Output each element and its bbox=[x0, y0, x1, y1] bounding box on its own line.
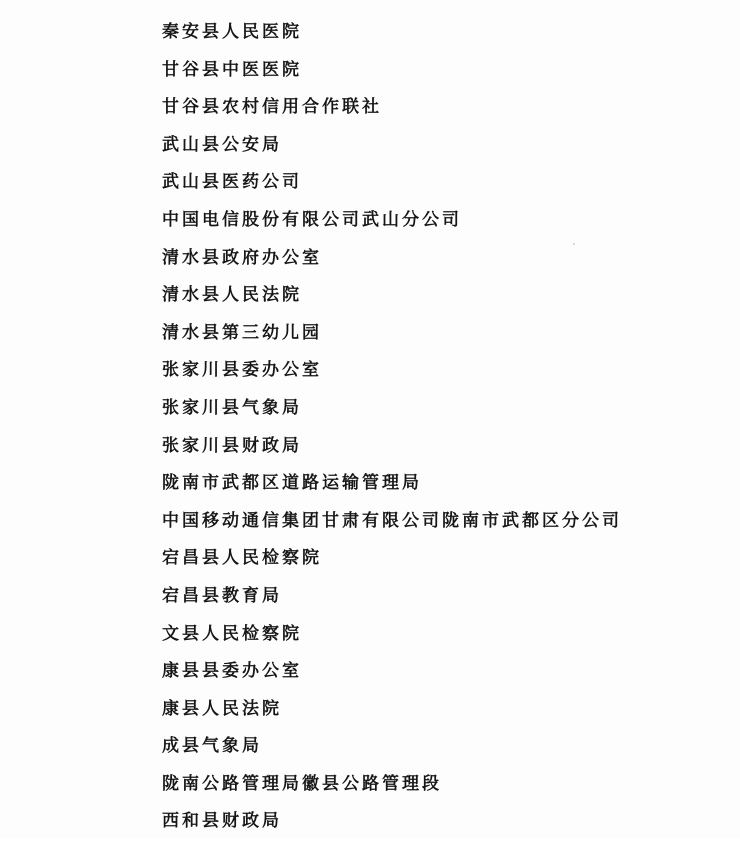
list-item: 文县人民检察院 bbox=[162, 623, 302, 644]
scan-speck bbox=[573, 243, 575, 245]
list-item: 武山县公安局 bbox=[162, 134, 282, 155]
list-item: 宕昌县教育局 bbox=[162, 585, 282, 606]
list-item: 张家川县气象局 bbox=[162, 397, 302, 418]
list-item: 张家川县委办公室 bbox=[162, 360, 322, 381]
list-item: 清水县政府办公室 bbox=[162, 247, 322, 268]
list-item: 康县人民法院 bbox=[162, 698, 282, 719]
list-item: 甘谷县农村信用合作联社 bbox=[162, 97, 382, 118]
list-item: 清水县人民法院 bbox=[162, 285, 302, 306]
list-item: 武山县医药公司 bbox=[162, 172, 302, 193]
list-item: 成县气象局 bbox=[162, 736, 262, 757]
list-item: 甘谷县中医医院 bbox=[162, 59, 302, 80]
list-item: 中国移动通信集团甘肃有限公司陇南市武都区分公司 bbox=[162, 510, 622, 531]
list-item: 西和县财政局 bbox=[162, 811, 282, 832]
organization-list bbox=[162, 14, 732, 841]
list-item: 陇南公路管理局徽县公路管理段 bbox=[162, 773, 442, 794]
list-item: 张家川县财政局 bbox=[162, 435, 302, 456]
list-item: 秦安县人民医院 bbox=[162, 22, 302, 42]
list-item: 清水县第三幼儿园 bbox=[162, 322, 322, 343]
list-item: 宕昌县人民检察院 bbox=[162, 548, 322, 569]
list-item: 中国电信股份有限公司武山分公司 bbox=[162, 209, 462, 230]
list-item: 康县县委办公室 bbox=[162, 661, 302, 682]
list-item: 陇南市武都区道路运输管理局 bbox=[162, 473, 422, 494]
